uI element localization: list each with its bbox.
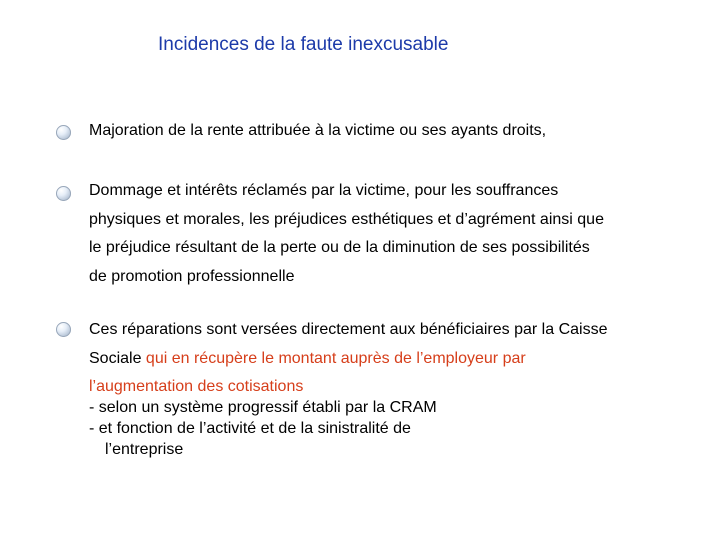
bullet-3-sub-line-3: l’entreprise <box>105 441 184 458</box>
bullet-3-line-2-highlight: qui en récupère le montant auprès de l’employeur par <box>145 349 526 367</box>
bullet-icon <box>56 125 71 140</box>
bullet-text-2 <box>89 177 689 291</box>
bullet-1-line-1: Majoration de la rente attribuée à la victime ou ses ayants droits, <box>89 122 547 139</box>
bullet-3-line-2-black: Sociale <box>89 349 146 367</box>
slide-title: Incidences de la faute inexcusable <box>158 34 449 55</box>
bullet-icon <box>56 322 71 337</box>
bullet-2-line-3: le préjudice résultant de la perte ou de la diminution de ses possibilités <box>89 239 590 256</box>
bullet-3-line-2 <box>89 345 689 374</box>
bullet-2-line-1: Dommage et intérêts réclamés par la victime, pour les souffrances <box>89 182 559 199</box>
bullet-2-line-2: physiques et morales, les préjudices esthétiques et d’agrément ainsi que <box>89 210 604 228</box>
bullet-text-1 <box>89 117 689 146</box>
bullet-3-continuation <box>89 376 689 460</box>
bullet-3-line-3-highlight: l’augmentation des cotisations <box>89 378 304 395</box>
bullet-2-line-4: de promotion professionnelle <box>89 267 295 285</box>
bullet-text-3 <box>89 316 689 373</box>
bullet-3-sub-line-2: - et fonction de l’activité et de la sinistralité de <box>89 420 411 437</box>
bullet-3-line-1: Ces réparations sont versées directement aux bénéficiaires par la Caisse <box>89 321 608 338</box>
bullet-3-sub-line-1: - selon un système progressif établi par la CRAM <box>89 399 437 416</box>
bullet-icon <box>56 186 71 201</box>
